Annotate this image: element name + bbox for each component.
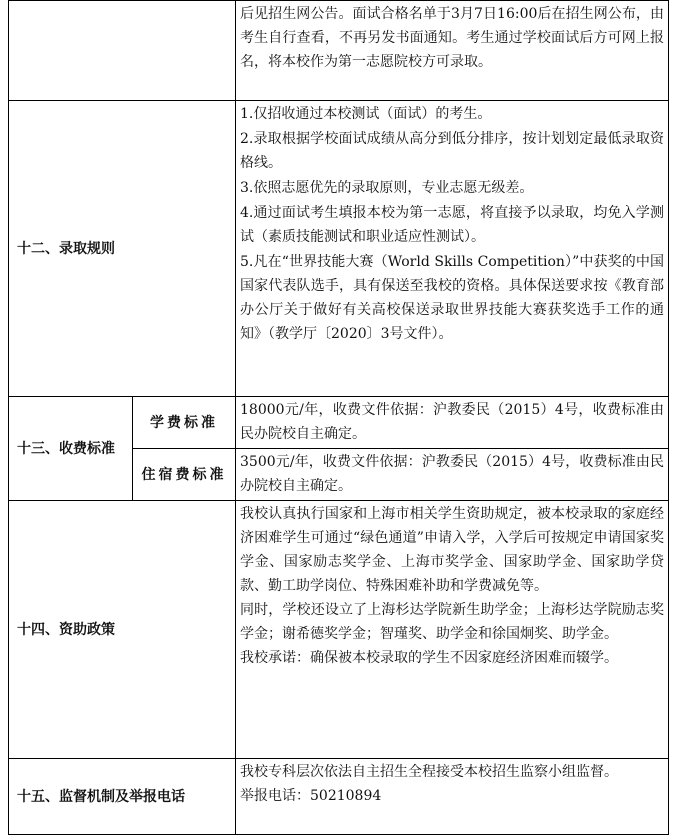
table-row-admission-rules bbox=[9, 101, 669, 397]
report-phone: 举报电话：50210894 bbox=[240, 788, 382, 804]
financial-aid-content bbox=[236, 501, 669, 759]
admission-rules-content bbox=[236, 101, 669, 397]
table-row-supervision bbox=[9, 759, 669, 835]
continuation-paragraph: 后见招生网公告。面试合格名单于3月7日16:00后在招生网公布，由考生自行查看，不再另发书面通知。考生通过学校面试后方可网上报名，将本校作为第一志愿院校方可录取。 bbox=[240, 6, 664, 70]
table-row-tuition bbox=[9, 397, 669, 449]
row-continuation-label-cell bbox=[9, 1, 236, 101]
table-row-financial-aid bbox=[9, 501, 669, 759]
admission-rule-item-2: 2.录取根据学校面试成绩从高分到低分排序，按计划划定最低录取资格线。 bbox=[240, 131, 664, 171]
financial-aid-paragraph: 我校认真执行国家和上海市相关学生资助规定，被本校录取的家庭经济困难学生可通过“绿色通道”申请入学，入学后可按规定申请国家奖学金、国家励志奖学金、上海市奖学金、国家助学金、国家助学贷款、勤工助学岗位、特殊困难补助和学费减免等。 bbox=[240, 506, 664, 594]
supervision-paragraph: 我校专科层次依法自主招生全程接受本校招生监察小组监督。 bbox=[240, 764, 618, 780]
fee-standard-heading: 十三、收费标准 bbox=[9, 397, 133, 501]
tuition-text: 18000元/年，收费文件依据：沪教委民（2015）4号，收费标准由民办院校自主确定。 bbox=[240, 402, 664, 442]
financial-aid-paragraph: 我校承诺：确保被本校录取的学生不因家庭经济困难而辍学。 bbox=[240, 650, 618, 666]
admissions-info-table bbox=[8, 0, 669, 835]
tuition-content bbox=[236, 397, 669, 449]
lodging-text: 3500元/年，收费文件依据：沪教委民（2015）4号，收费标准由民办院校自主确定。 bbox=[240, 454, 664, 494]
supervision-content bbox=[236, 759, 669, 835]
row-continuation-content bbox=[236, 1, 669, 101]
financial-aid-heading: 十四、资助政策 bbox=[9, 501, 236, 759]
supervision-heading: 十五、监督机制及举报电话 bbox=[9, 759, 236, 835]
tuition-label: 学费标准 bbox=[133, 397, 236, 449]
admission-rule-item-1: 1.仅招收通过本校测试（面试）的考生。 bbox=[240, 106, 492, 122]
financial-aid-paragraph: 同时，学校还设立了上海杉达学院新生助学金；上海杉达学院励志奖学金；谢希德奖学金；智瑾奖、助学金和徐国炯奖、助学金。 bbox=[240, 602, 664, 642]
lodging-content bbox=[236, 449, 669, 501]
admission-rule-item-3: 3.依照志愿优先的录取原则，专业志愿无级差。 bbox=[240, 180, 534, 196]
lodging-label: 住宿费标准 bbox=[133, 449, 236, 501]
table-row-continuation bbox=[9, 1, 669, 101]
admission-rule-item-5: 5.凡在“世界技能大赛（World Skills Competition）”中获奖的中国国家代表队选手，具有保送至我校的资格。具体保送要求按《教育部办公厅关于做好有关高校保送录取世界技能大赛获奖选手工作的通知》（教学厅〔2020〕3号文件）。 bbox=[240, 254, 664, 342]
admission-rule-item-4: 4.通过面试考生填报本校为第一志愿，将直接予以录取，均免入学测试（素质技能测试和职业适应性测试）。 bbox=[240, 205, 664, 245]
admission-rules-heading: 十二、录取规则 bbox=[9, 101, 236, 397]
